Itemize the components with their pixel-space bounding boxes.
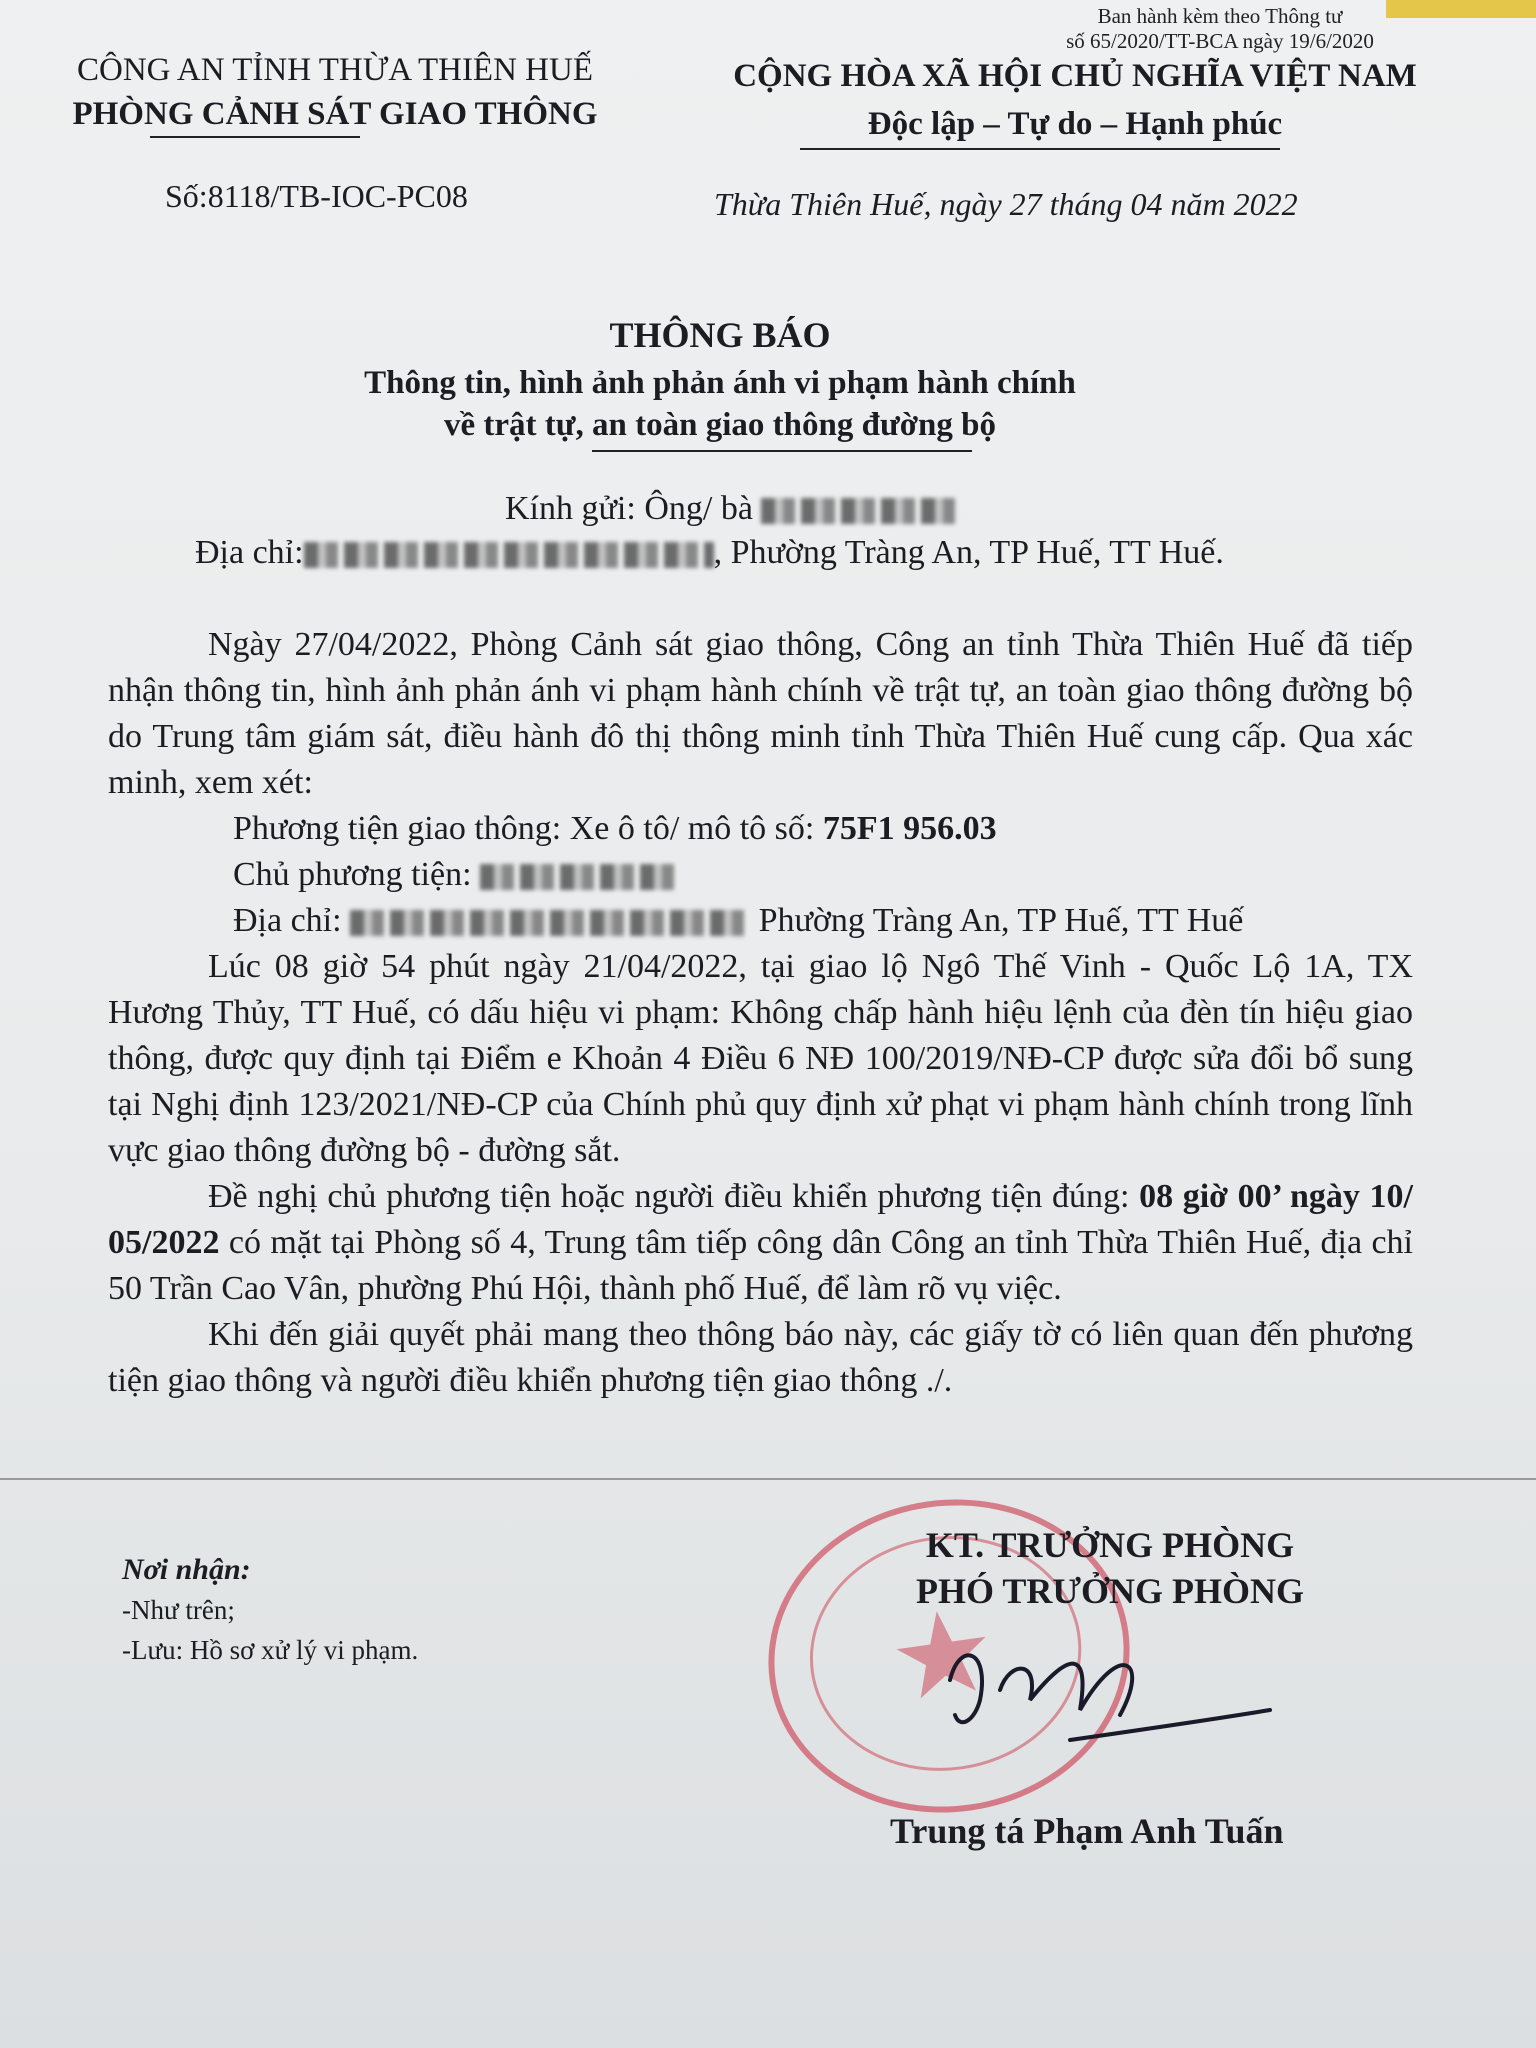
owner-address-tail: Phường Tràng An, TP Huế, TT Huế (758, 902, 1244, 939)
national-motto: Độc lập – Tự do – Hạnh phúc (867, 106, 1283, 142)
signature-role-2: PHÓ TRƯỞNG PHÒNG (915, 1571, 1304, 1611)
recipients-title: Nơi nhận: (122, 1553, 251, 1586)
owner-address-line (108, 898, 1413, 944)
vehicle-line (108, 806, 1413, 852)
corner-tab (1386, 0, 1536, 18)
paper-fold (0, 1478, 1536, 1480)
notice-subtitle-1: Thông tin, hình ảnh phản ánh vi phạm hành chính (364, 365, 1076, 401)
address-tail: , Phường Tràng An, TP Huế, TT Huế. (713, 534, 1224, 571)
notice-title: THÔNG BÁO (609, 315, 831, 355)
redacted-owner (480, 864, 680, 890)
recipients (122, 1550, 418, 1670)
redacted-address (304, 542, 714, 568)
doc-number: Số:8118/TB-IOC-PC08 (165, 178, 468, 214)
body-para-3b: có mặt tại Phòng số 4, Trung tâm tiếp công dân Công an tỉnh Thừa Thiên Huế, địa chỉ 50 Trần Cao Vân, phường Phú Hội, thành phố Huế, để làm rõ vụ việc. (108, 1224, 1414, 1307)
owner-address-label: Địa chỉ: (233, 902, 342, 939)
national-name: CỘNG HÒA XÃ HỘI CHỦ NGHĨA VIỆT NAM (733, 58, 1417, 94)
annex-note (1040, 4, 1400, 54)
handwritten-signature (920, 1620, 1280, 1760)
notice-subtitle-2: về trật tự, an toàn giao thông đường bộ (443, 407, 996, 443)
address-line (195, 534, 1224, 572)
owner-label: Chủ phương tiện: (233, 856, 472, 893)
recipient-2: -Lưu: Hồ sơ xử lý vi phạm. (122, 1635, 419, 1665)
agency-header (30, 48, 640, 136)
signer-name: Trung tá Phạm Anh Tuấn (890, 1811, 1284, 1851)
place-date: Thừa Thiên Huế, ngày 27 tháng 04 năm 2022 (714, 186, 1298, 222)
salutation: Kính gửi: Ông/ bà (505, 490, 753, 527)
agency-parent: CÔNG AN TỈNH THỪA THIÊN HUẾ (76, 52, 593, 88)
redacted-name (761, 498, 961, 524)
annex-note-line1: Ban hành kèm theo Thông tư (1097, 4, 1343, 28)
national-header (655, 52, 1495, 148)
signature-titles (860, 1522, 1360, 1614)
motto-underline (800, 148, 1280, 150)
agency-underline (150, 136, 360, 138)
appointment-time: 08 giờ 00’ ngày 10/ 05/2022 (108, 1178, 1413, 1261)
notice-subtitle (0, 362, 1440, 446)
notice-body (108, 622, 1413, 1404)
body-para-3a: Đề nghị chủ phương tiện hoặc người điều khiển phương tiện đúng: (208, 1178, 1130, 1215)
recipient-1: -Như trên; (122, 1595, 235, 1625)
vehicle-label: Phương tiện giao thông: Xe ô tô/ mô tô số: (233, 810, 815, 847)
vehicle-plate: 75F1 956.03 (822, 810, 997, 847)
body-para-4: Khi đến giải quyết phải mang theo thông báo này, các giấy tờ có liên quan đến phương tiện giao thông và người điều khiển phương tiện giao thông ./. (108, 1316, 1413, 1399)
subtitle-underline (592, 450, 972, 452)
annex-note-line2: số 65/2020/TT-BCA ngày 19/6/2020 (1066, 29, 1374, 53)
agency-unit: PHÒNG CẢNH SÁT GIAO THÔNG (72, 96, 598, 132)
salutation-line (505, 490, 961, 528)
body-para-1: Ngày 27/04/2022, Phòng Cảnh sát giao thông, Công an tỉnh Thừa Thiên Huế đã tiếp nhận thông tin, hình ảnh phản ánh vi phạm hành chính về trật tự, an toàn giao thông đường bộ do Trung tâm giám sát, điều hành đô thị thông minh tỉnh Thừa Thiên Huế cung cấp. Qua xác minh, xem xét: (108, 626, 1413, 801)
address-label: Địa chỉ: (195, 534, 304, 571)
body-para-2: Lúc 08 giờ 54 phút ngày 21/04/2022, tại giao lộ Ngô Thế Vinh - Quốc Lộ 1A, TX Hương Thủy, TT Huế, có dấu hiệu vi phạm: Không chấp hành hiệu lệnh của đèn tín hiệu giao thông, được quy định tại Điểm e Khoản 4 Điều 6 NĐ 100/2019/NĐ-CP được sửa đổi bổ sung tại Nghị định 123/2021/NĐ-CP của Chính phủ quy định xử phạt vi phạm hành chính trong lĩnh vực giao thông đường bộ - đường sắt. (108, 948, 1413, 1169)
owner-line (108, 852, 1413, 898)
notice-title-block (0, 314, 1440, 356)
redacted-owner-address (350, 910, 750, 936)
signature-role-1: KT. TRƯỞNG PHÒNG (925, 1525, 1295, 1565)
body-para-3 (108, 1174, 1413, 1312)
